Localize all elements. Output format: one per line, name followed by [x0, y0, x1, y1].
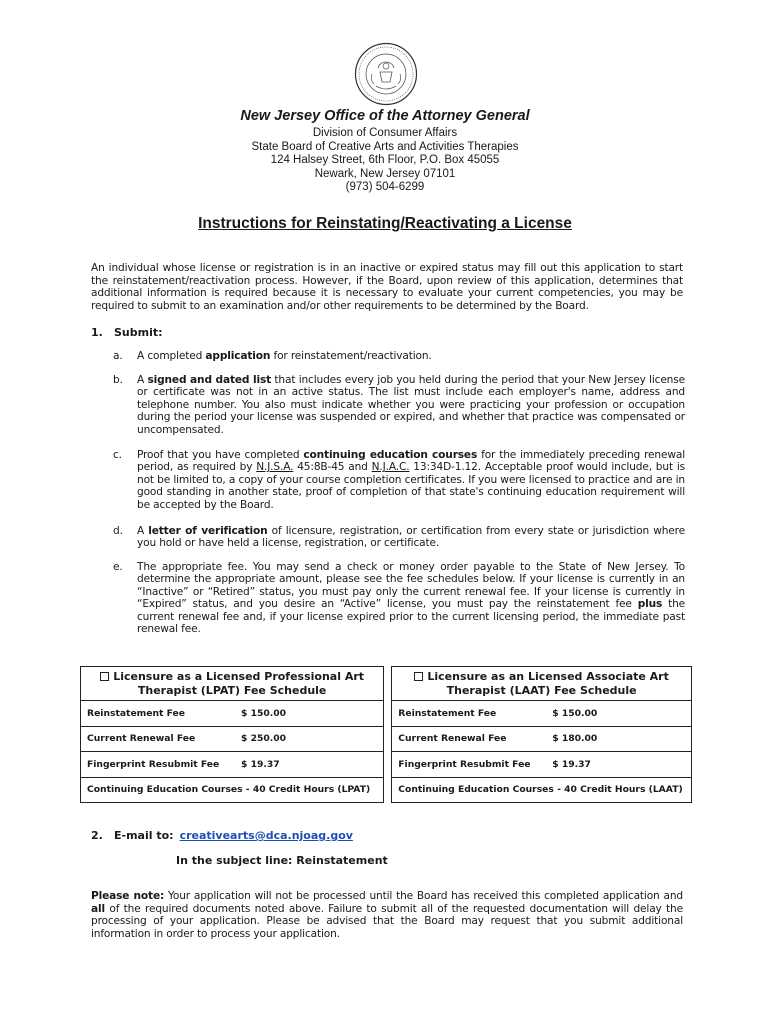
- laat-ce-row: Continuing Education Courses - 40 Credit Hours (LAAT): [392, 777, 692, 803]
- section-2-heading: [91, 829, 353, 842]
- lpat-ce-row: Continuing Education Courses - 40 Credit Hours (LPAT): [81, 777, 384, 803]
- item-letter: c.: [113, 449, 122, 461]
- state-seal: [354, 42, 418, 106]
- section-2-label: E-mail to:: [114, 829, 174, 842]
- submit-item-c: [113, 449, 685, 511]
- submit-item-e: [113, 561, 685, 635]
- laat-fee-row: Current Renewal Fee $ 180.00: [392, 726, 692, 752]
- lpat-fee-row: Fingerprint Resubmit Fee $ 19.37: [81, 752, 384, 778]
- document-title: [0, 215, 770, 233]
- item-letter: e.: [113, 561, 123, 573]
- item-text: A completed application for reinstatement/reactivation.: [137, 350, 432, 362]
- email-link[interactable]: creativearts@dca.njoag.gov: [179, 829, 353, 842]
- intro-paragraph: An individual whose license or registration is in an inactive or expired status may fill out this application to start the reinstatement/reactivation process. However, if the Board, upon review of this application, determines that additional information is required because it is necessary to evaluate your current competencies, you may be required to submit to an examination and/or other requirements to be determined by the Board.: [91, 262, 683, 312]
- city-address: Newark, New Jersey 07101: [314, 167, 456, 180]
- laat-fee-row: Reinstatement Fee $ 150.00: [392, 701, 692, 727]
- njac-citation: N.J.A.C.: [371, 461, 410, 474]
- section-2-number: 2.: [91, 829, 103, 842]
- item-letter: a.: [113, 350, 123, 362]
- njsa-citation: N.J.S.A.: [256, 461, 294, 474]
- document-title-text: Instructions for Reinstating/Reactivating a License: [198, 215, 572, 232]
- section-1-number: 1.: [91, 326, 103, 339]
- email-subject-line: In the subject line: Reinstatement: [176, 854, 388, 867]
- item-text: The appropriate fee. You may send a check or money order payable to the State of New Jersey. To determine the appropriate amount, please see the fee schedules below. If your license is currently in an “Inactive” or “Retired” status, you must pay only the current renewal fee. If your license is currently in “Expired” status, and you desire an “Active” license, you must pay the reinstatement fee plus the current renewal fee and, if your license expired prior to the current licensing period, the immediate past renewal fee.: [137, 561, 686, 636]
- submit-item-b: [113, 374, 685, 436]
- item-text: A letter of verification of licensure, registration, or certification from every state or jurisdiction where you hold or have held a license, registration, or certificate.: [137, 525, 685, 550]
- lpat-checkbox[interactable]: [100, 672, 109, 681]
- item-text: A signed and dated list that includes every job you held during the period that your New Jersey license or certificate was not in an active status. The list must include each employer's name, address and telephone number. You also must indicate whether you were practicing your profession or occupation during the period your license was suspended or expired, and whether that practice was compensated or uncompensated.: [137, 374, 685, 436]
- submit-item-a: [113, 350, 685, 362]
- item-letter: d.: [113, 525, 123, 537]
- lpat-fee-row: Reinstatement Fee $ 150.00: [81, 701, 384, 727]
- street-address: 124 Halsey Street, 6th Floor, P.O. Box 45055: [270, 154, 500, 167]
- phone-number: (973) 504-6299: [345, 181, 425, 194]
- lpat-schedule-header: Licensure as a Licensed Professional Art Therapist (LPAT) Fee Schedule: [81, 667, 384, 701]
- item-letter: b.: [113, 374, 123, 386]
- note-label: Please note:: [91, 890, 165, 902]
- agency-name: New Jersey Office of the Attorney General: [240, 108, 530, 124]
- section-1-heading: [91, 326, 163, 339]
- laat-fee-row: Fingerprint Resubmit Fee $ 19.37: [392, 752, 692, 778]
- laat-checkbox[interactable]: [414, 672, 423, 681]
- lpat-fee-row: Current Renewal Fee $ 250.00: [81, 726, 384, 752]
- section-1-label: Submit:: [114, 326, 163, 339]
- fee-schedule-table: [80, 666, 692, 803]
- laat-schedule-header: Licensure as an Licensed Associate Art Therapist (LAAT) Fee Schedule: [392, 667, 692, 701]
- item-text: Proof that you have completed continuing education courses for the immediately preceding renewal period, as required by N.J.S.A. 45:8B-45 and N.J.A.C. 13:34D-1.12. Acceptable proof would include, but is not be limited to, a copy of your course completion certificates. If you were licensed to practice and are in good standing in another state, proof of completion of that state's continuing education requirement will be accepted by the Board.: [137, 449, 686, 511]
- division-name: Division of Consumer Affairs: [312, 127, 458, 139]
- agency-address-block: [0, 127, 770, 195]
- submit-item-d: [113, 525, 685, 550]
- board-name: State Board of Creative Arts and Activities Therapies: [251, 140, 519, 153]
- please-note-paragraph: Please note: Your application will not be processed until the Board has received this completed application and all of the required documents noted above. Failure to submit all of the requested documentation will delay the processing of your application. Please be advised that the Board may request that you submit additional information in order to process your application.: [91, 890, 683, 940]
